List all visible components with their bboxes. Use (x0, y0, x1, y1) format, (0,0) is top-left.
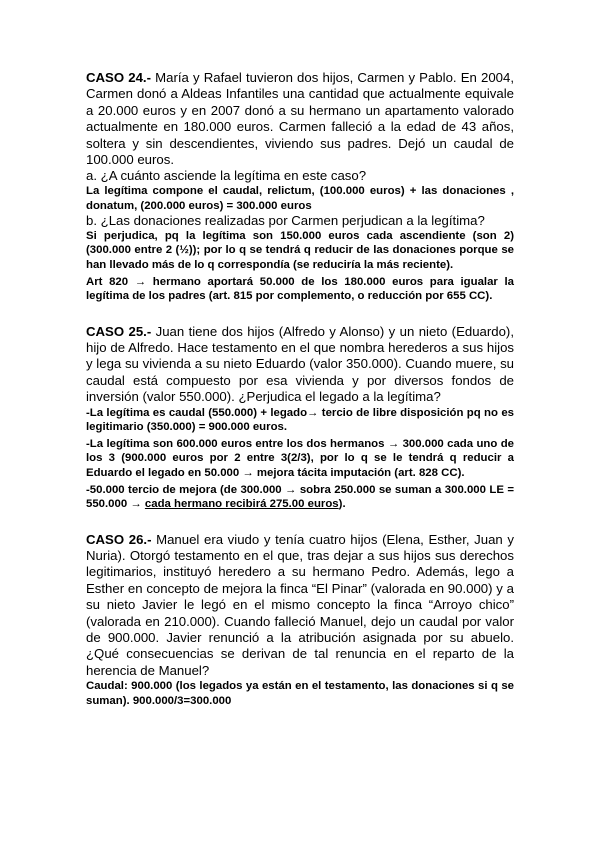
case-25-answer-2: -La legítima son 600.000 euros entre los dos hermanos → 300.000 cada uno de los 3 (900.000 euros por 2 entre 3(2/3), por lo q se le tendrá q reducir a Eduardo el legado en 50.000 → mejora tácita imputación (art. 828 CC). (86, 438, 514, 479)
case-25-answer-3-post: ). (338, 498, 346, 511)
case-24-answer-b2: Art 820 → hermano aportará 50.000 de los 180.000 euros para igualar la legítima de los padres (art. 815 por complemento, o reducción por 655 CC). (86, 275, 514, 303)
case-24-text: María y Rafael tuvieron dos hijos, Carmen y Pablo. En 2004, Carmen donó a Aldeas Infantiles una cantidad que actualmente equivale a 20.000 euros y en 2007 donó a su hermano un apartamento valorado actualmente en 180.000 euros. Carmen falleció a la edad de 43 años, soltera y sin descendientes, viviendo sus padres. Dejó un caudal de 100.000 euros. (86, 70, 514, 168)
document-page (86, 70, 514, 708)
case-24 (86, 70, 514, 304)
case-25-text: Juan tiene dos hijos (Alfredo y Alonso) y un nieto (Eduardo), hijo de Alfredo. Hace testamento en el que nombra herederos a sus hijos y lega su vivienda a su nieto Eduardo (valor 350.000). Cuando muere, su caudal está compuesto por esa vivienda y por diversos fondos de inversión (valor 550.000). ¿Perjudica el legado a la legítima? (86, 323, 514, 405)
case-24-answer-b1: Si perjudica, pq la legítima son 150.000 euros cada ascendiente (son 2) (300.000 entre 2 (½)); por lo q se tendrá q reducir de las donaciones porque se han llevado más de lo q correspondía (se reduciría la más reciente). (86, 230, 514, 271)
case-26-answer-1: Caudal: 900.000 (los legados ya están en el testamento, las donaciones si q se suman). 900.000/3=300.000 (86, 680, 514, 707)
case-26-title: CASO 26.- (86, 531, 152, 547)
case-25-answer-1: -La legítima es caudal (550.000) + legado→ tercio de libre disposición pq no es legitimario (350.000) = 900.000 euros. (86, 406, 514, 433)
case-24-statement (86, 70, 514, 168)
spacer (86, 512, 514, 532)
spacer (86, 304, 514, 324)
case-24-question-b: b. ¿Las donaciones realizadas por Carmen perjudican a la legítima? (86, 213, 485, 229)
case-25 (86, 324, 514, 512)
case-25-answer-3 (86, 483, 514, 512)
case-25-title: CASO 25.- (86, 323, 152, 339)
case-25-answer-3-underlined: cada hermano recibirá 275.00 euros (144, 498, 339, 511)
case-24-question-a: a. ¿A cuánto asciende la legítima en este caso? (86, 168, 367, 184)
case-25-answer-3-pre: -50.000 tercio de mejora (de 300.000 → sobra 250.000 se suman a 300.000 LE = 550.000 → (86, 484, 514, 511)
case-26-text: Manuel era viudo y tenía cuatro hijos (Elena, Esther, Juan y Nuria). Otorgó testamento en el que, tras dejar a sus hijos sus derechos legitimarios, instituyó heredero a su hermano Pedro. Además, lego a Esther en concepto de mejora la finca “El Pinar” (valorada en 90.000) y a su nieto Javier le legó en el mismo concepto la finca “Arroyo chico” (valorada en 210.000). Cuando falleció Manuel, dejo un caudal por valor de 900.000. Javier renunció a la atribución asignada por su abuelo. ¿Qué consecuencias se derivan de tal renuncia en el reparto de la herencia de Manuel? (86, 531, 514, 678)
case-26 (86, 532, 514, 708)
case-24-title: CASO 24.- (86, 70, 151, 85)
case-26-statement (86, 532, 514, 680)
case-25-statement (86, 324, 514, 406)
case-24-answer-a: La legítima compone el caudal, relictum, (100.000 euros) + las donaciones , donatum, (200.000 euros) = 300.000 euros (86, 185, 514, 212)
